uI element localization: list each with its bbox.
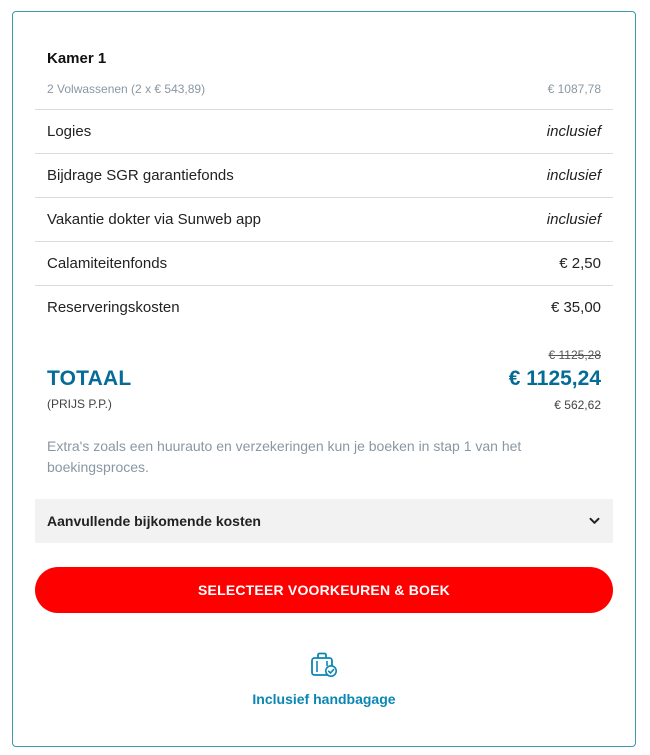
additional-costs-accordion[interactable] <box>35 499 613 543</box>
room-subtotal: € 1087,78 <box>547 82 601 96</box>
room-subtitle-row <box>47 82 601 96</box>
cost-rows <box>35 109 613 329</box>
room-title: Kamer 1 <box>47 50 107 67</box>
chevron-down-icon <box>587 514 601 528</box>
cost-row-logies <box>35 109 613 153</box>
hand-luggage-label: Inclusief handbagage <box>252 691 396 707</box>
cost-value: inclusief <box>546 123 601 140</box>
cost-value: inclusief <box>546 211 601 228</box>
extras-note: Extra's zoals een huurauto en verzekeringen kun je boeken in stap 1 van het boekingsproces. <box>47 438 522 475</box>
room-occupancy: 2 Volwassenen (2 x € 543,89) <box>47 82 206 96</box>
price-per-person-label: (PRIJS P.P.) <box>47 397 112 411</box>
select-preferences-book-button[interactable]: SELECTEER VOORKEUREN & BOEK <box>35 567 613 613</box>
cost-row-sgr <box>35 153 613 197</box>
hand-luggage-info <box>35 652 613 707</box>
total-price: € 1125,24 <box>508 367 601 390</box>
cost-value: inclusief <box>546 167 601 184</box>
total-label: TOTAAL <box>47 367 132 390</box>
price-summary-card <box>12 11 636 747</box>
cost-row-reservation <box>35 285 613 329</box>
cost-row-calamity <box>35 241 613 285</box>
cost-label: Vakantie dokter via Sunweb app <box>47 211 262 228</box>
old-total-price: € 1125,28 <box>548 348 601 362</box>
suitcase-check-icon <box>310 652 338 683</box>
cost-label: Reserveringskosten <box>47 299 180 316</box>
accordion-label: Aanvullende bijkomende kosten <box>47 513 261 529</box>
cost-label: Calamiteitenfonds <box>47 255 168 272</box>
cost-value: € 35,00 <box>550 299 601 316</box>
cost-row-doctor <box>35 197 613 241</box>
cost-value: € 2,50 <box>559 255 601 272</box>
cost-label: Bijdrage SGR garantiefonds <box>47 167 234 184</box>
price-per-person: € 562,62 <box>554 398 601 412</box>
cost-label: Logies <box>47 123 92 140</box>
